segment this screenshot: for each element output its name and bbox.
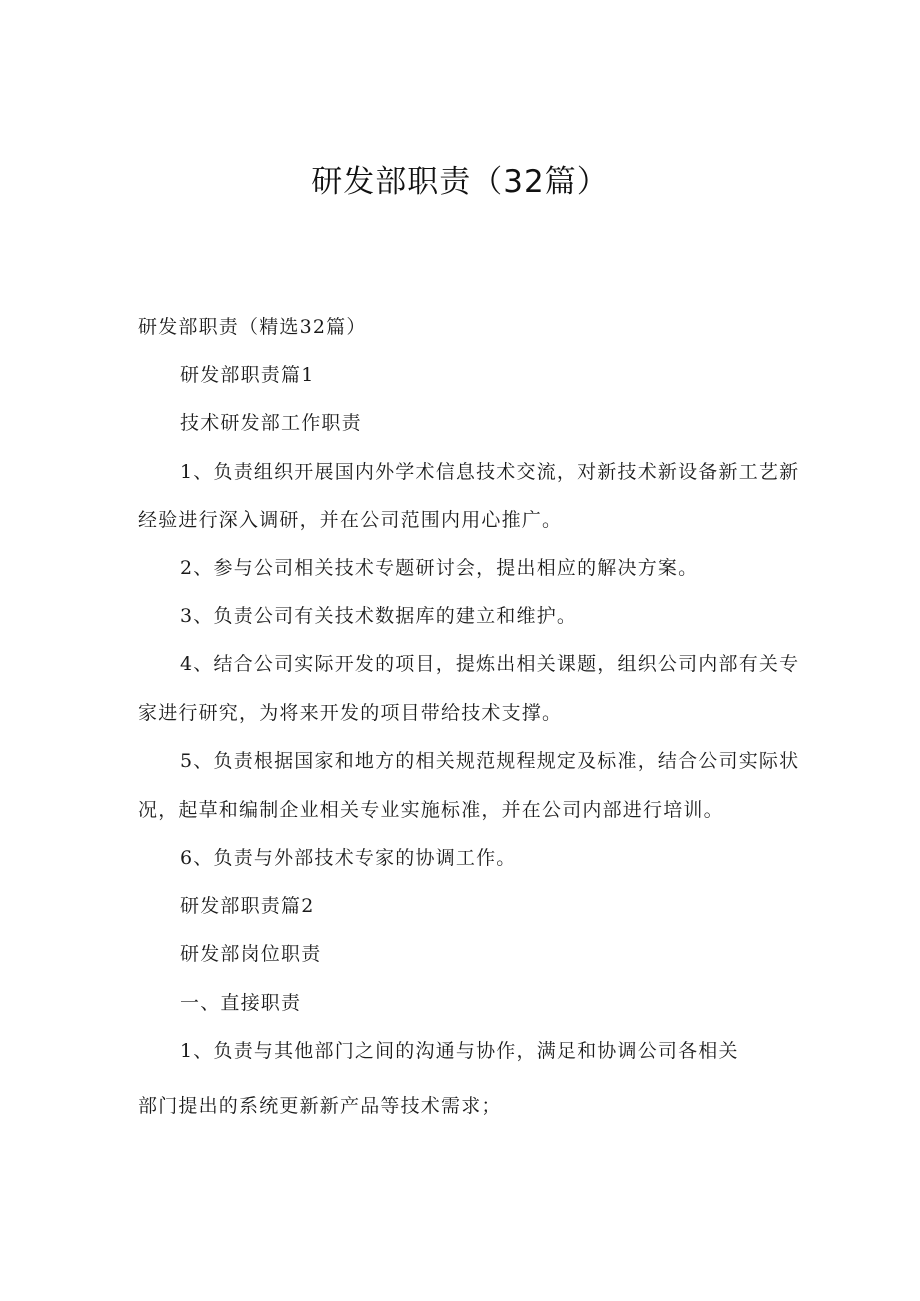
paragraph-line: 1、负责与其他部门之间的沟通与协作，满足和协调公司各相关 <box>180 1040 739 1062</box>
article-1-subtitle: 技术研发部工作职责 <box>180 412 362 434</box>
document-title: 研发部职责（32篇） <box>311 164 609 200</box>
article-1-heading: 研发部职责篇1 <box>180 364 315 386</box>
paragraph-line: 部门提出的系统更新新产品等技术需求； <box>138 1095 502 1117</box>
paragraph-line: 5、负责根据国家和地方的相关规范规程规定及标准，结合公司实际状 <box>180 750 800 772</box>
paragraph-line: 经验进行深入调研，并在公司范围内用心推广。 <box>138 509 563 531</box>
section-heading: 一、直接职责 <box>180 992 302 1014</box>
paragraph-line: 4、结合公司实际开发的项目，提炼出相关课题，组织公司内部有关专 <box>180 653 800 675</box>
intro-line: 研发部职责（精选32篇） <box>138 316 367 338</box>
paragraph-line: 1、负责组织开展国内外学术信息技术交流，对新技术新设备新工艺新 <box>180 461 800 483</box>
paragraph-line: 家进行研究，为将来开发的项目带给技术支撑。 <box>138 702 563 724</box>
article-2-heading: 研发部职责篇2 <box>180 895 315 917</box>
paragraph-line: 2、参与公司相关技术专题研讨会，提出相应的解决方案。 <box>180 557 699 579</box>
paragraph-line: 况，起草和编制企业相关专业实施标准，并在公司内部进行培训。 <box>138 799 724 821</box>
paragraph-line: 3、负责公司有关技术数据库的建立和维护。 <box>180 605 578 627</box>
paragraph-line: 6、负责与外部技术专家的协调工作。 <box>180 847 517 869</box>
article-2-subtitle: 研发部岗位职责 <box>180 943 322 965</box>
